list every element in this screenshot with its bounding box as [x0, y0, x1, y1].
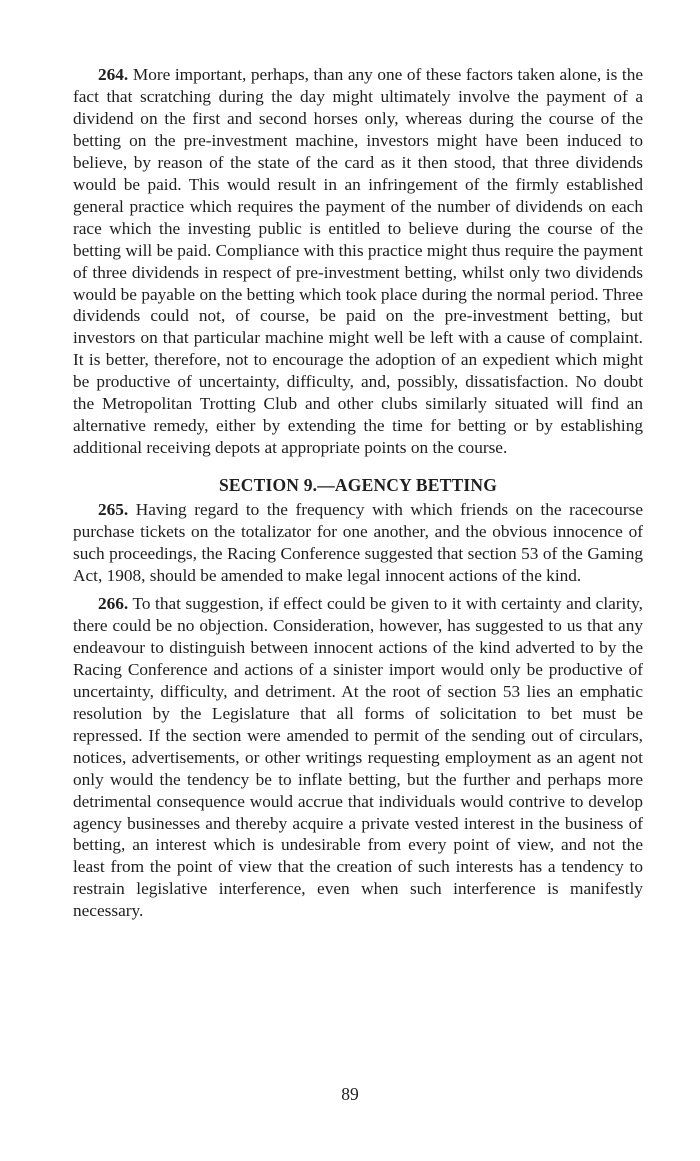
paragraph-number: 266. [98, 593, 129, 613]
paragraph-264 [73, 64, 643, 459]
paragraph-text: Having regard to the frequency with which friends on the racecourse purchase tickets on the totalizator for one another, and the obvious innocence of such proceedings, the Racing Conference suggested that section 53 of the Gaming Act, 1908, should be amended to make legal innocent actions of the kind. [73, 500, 643, 586]
paragraph-265 [73, 499, 643, 587]
page-body [73, 64, 643, 922]
paragraph-number: 265. [98, 500, 129, 520]
paragraph-text: To that suggestion, if effect could be given to it with certainty and clarity, there could be no objection. Consideration, however, has suggested to us that any endeavour to distinguish between innocent actions of the kind adverted to by the Racing Conference and actions of a sinister import would only be productive of uncertainty, difficulty, and detriment. At the root of section 53 lies an emphatic resolution by the Legislature that all forms of solicitation to bet must be repressed. If the section were amended to permit of the sending out of circulars, notices, advertisements, or other writings requesting employment as an agent not only would the tendency be to inflate betting, but the further and perhaps more detrimental consequence would accrue that individuals would contrive to develop agency businesses and thereby acquire a private vested interest in the business of betting, an interest which is undesirable from every point of view, and not the least from the point of view that the creation of such interests has a tendency to restrain legislative interference, even when such interference is manifestly necessary. [73, 593, 644, 921]
paragraph-number: 264. [98, 65, 129, 84]
paragraph-266 [73, 593, 643, 922]
section-heading: SECTION 9.—AGENCY BETTING [218, 475, 498, 496]
paragraph-text: More important, perhaps, than any one of these factors taken alone, is the fact that scratching during the day might ultimately involve the payment of a dividend on the first and second horses only, whereas during the course of the betting on the pre-investment machine, investors might have been induced to believe, by reason of the state of the card as it then stood, that three dividends would be paid. This would result in an infringement of the firmly established general practice which requires the payment of the number of dividends on each race which the investing public is entitled to believe during the course of the betting will be paid. Compliance with this practice might thus require the payment of three dividends in respect of pre-investment betting, whilst only two dividends would be payable on the betting which took place during the normal period. Three dividends could not, of course, be paid on the pre-investment betting, but investors on that particular machine might well be left with a cause of complaint. It is better, therefore, not to encourage the adoption of an expedient which might be productive of uncertainty, difficulty, and, possibly, dissatisfaction. No doubt the Metropolitan Trotting Club and other clubs similarly situated will find an alternative remedy, either by extending the time for betting or by establishing additional receiving depots at appropriate points on the course. [73, 65, 644, 458]
page-number: 89 [341, 1084, 359, 1104]
